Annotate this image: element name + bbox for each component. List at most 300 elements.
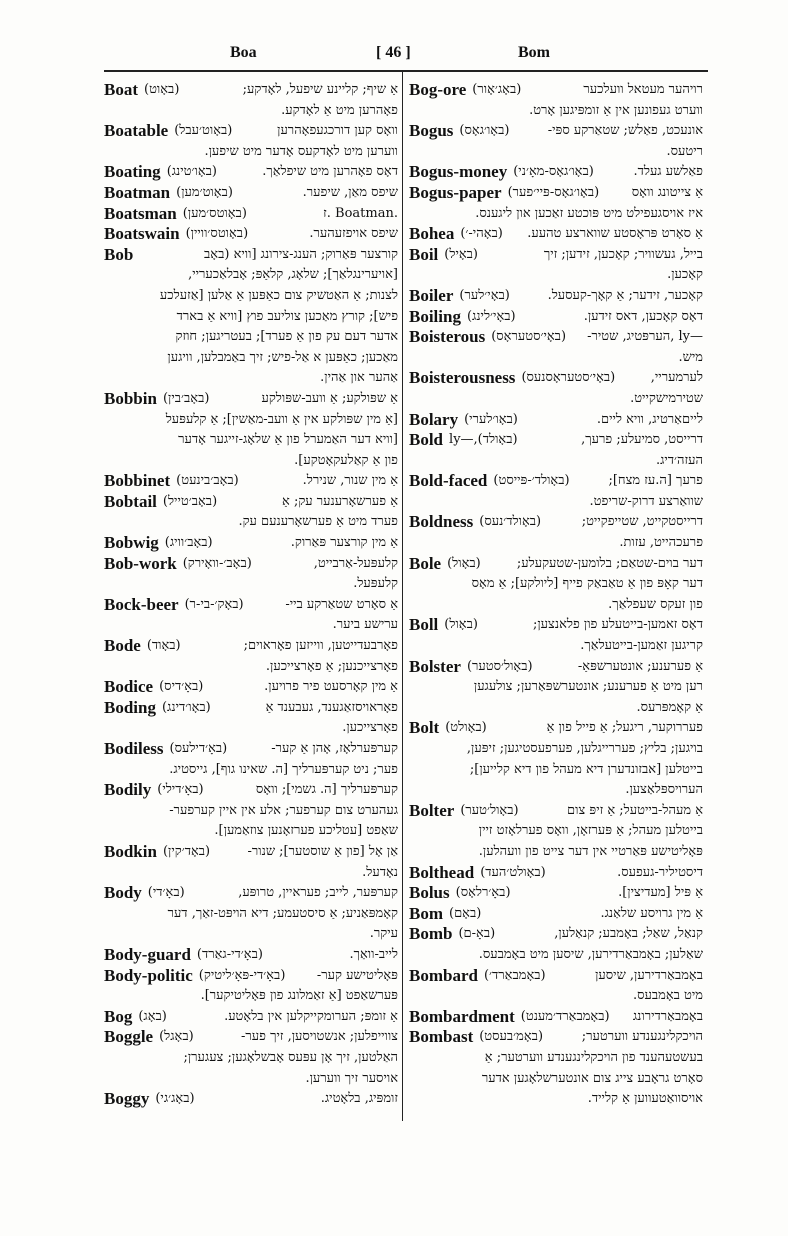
entry-first-line <box>104 245 398 266</box>
definition-text: פאַלשע געלד. <box>633 164 703 180</box>
definition-continuation: נאָדעל. <box>362 864 398 880</box>
entry-first-line <box>409 883 703 904</box>
dictionary-entry <box>409 368 703 409</box>
header-rule <box>104 70 708 72</box>
dictionary-entry <box>104 945 398 966</box>
entry-first-line <box>409 615 703 636</box>
definition-continuation: ווערט געפונען אין אַ זומפּיגען אָרט. <box>529 102 703 118</box>
entry-first-line <box>409 1007 703 1028</box>
definition-continuation: ערישע ביער. <box>332 617 398 633</box>
definition-text: אַן אָל [פון אַ שוסטער]; שנור- <box>247 843 398 859</box>
headword: Bobwig <box>104 533 159 553</box>
pronunciation: (באָוד) <box>146 638 181 654</box>
definition-text: לייב-וואַך. <box>349 946 398 962</box>
pronunciation: (באָולד׳נעס) <box>479 514 542 530</box>
dictionary-entry <box>104 224 398 245</box>
running-header <box>104 44 704 64</box>
dictionary-entry <box>409 801 703 863</box>
dictionary-entry <box>409 966 703 1007</box>
entry-first-line <box>104 162 398 183</box>
dictionary-entry <box>409 883 703 904</box>
entry-first-line <box>409 245 703 266</box>
pronunciation: (באָד׳קין) <box>162 843 211 859</box>
headword: Boggle <box>104 1027 154 1047</box>
definition-continuation: מיט באָמבעס. <box>632 988 703 1004</box>
dictionary-entry <box>104 533 398 554</box>
definition-text: קערפּערלאָז, אָהן אַ קער- <box>271 741 398 756</box>
entry-first-line <box>409 1027 703 1048</box>
entry-first-line <box>104 1007 398 1028</box>
dictionary-entry <box>104 842 398 883</box>
pronunciation: (באָג) <box>138 1008 167 1024</box>
entry-first-line <box>409 368 703 389</box>
definition-continuation: פרעכהייט, עזות. <box>619 535 703 551</box>
headword: Bom <box>409 903 443 923</box>
headword: Boat <box>104 80 138 99</box>
entry-first-line <box>104 389 398 410</box>
entry-first-line <box>409 121 703 142</box>
entry-first-line <box>409 966 703 987</box>
pronunciation: (באָו׳גאָס-פּיי׳פער) <box>507 184 600 200</box>
pronunciation: (באָ׳די-גאַרד) <box>196 946 263 962</box>
definition-text: אַ מין גרויסע שלאַנג. <box>600 905 703 921</box>
definition-text: אונעכט, פאַלש; שטאַרקע ספּי- <box>547 123 703 139</box>
pronunciation: (באָולד׳-פּייסט) <box>493 473 570 489</box>
definition-continuation: פאָרצייכען. <box>342 720 398 736</box>
definition-text: צווייפלען; אנשטויסען, זיך פער- <box>240 1029 398 1045</box>
headword: Boating <box>104 162 161 182</box>
dictionary-entry <box>104 1007 398 1028</box>
definition-text: פאָרבעדייטען, ווייזען פאָראוים; <box>243 638 398 654</box>
dictionary-entry <box>104 739 398 780</box>
definition-text: באָמבאַרדירונג <box>632 1008 703 1024</box>
definition-continuation: אַהער און אַהין. <box>320 370 398 386</box>
pronunciation: (באָו׳גאָס) <box>459 123 510 139</box>
definition-text: .Boatman .ז <box>323 205 398 221</box>
definition-text: דאָס פאָהרען מיט שיפלאַך. <box>262 164 398 180</box>
dictionary-entry <box>409 327 703 368</box>
entry-first-line <box>104 224 398 245</box>
pronunciation: (באָוט׳מען) <box>176 184 233 200</box>
entry-first-line <box>409 307 703 328</box>
headword: Bodiless <box>104 739 164 758</box>
headword: Bogus-money <box>409 162 508 182</box>
entry-first-line <box>409 410 703 431</box>
entry-first-line <box>104 883 398 904</box>
definition-text: שיפס אויפזעהער. <box>309 226 398 242</box>
definition-text: לערמעריי, <box>650 370 703 386</box>
definition-continuation: לצנות; אַ האַטשיק צום כאַפּען אַ אַלען [אַזעלכע <box>159 287 398 303</box>
definition-text: —ly ,הערפּטיג, שטיר- <box>587 329 703 345</box>
definition-text: בייל, געשוויר; קאָכען, זידען; זיך <box>543 246 703 262</box>
headword: Bock-beer <box>104 594 179 614</box>
dictionary-entry <box>104 883 398 945</box>
headword: Bombardment <box>409 1006 515 1026</box>
entry-first-line <box>409 863 703 884</box>
pronunciation: (באָולט׳העד) <box>480 864 546 880</box>
pronunciation: (באָ׳דילעס) <box>169 741 228 756</box>
entry-first-line <box>104 183 398 204</box>
definition-continuation: פאָהרען מיט אַ לאָדקע. <box>281 102 398 118</box>
headword: Boatsman <box>104 203 177 223</box>
definition-continuation: אדער דעם עק פון אַ פערד]; בעטריגען; חוזק <box>175 329 398 345</box>
dictionary-entry <box>409 410 703 431</box>
definition-continuation: פערד מיט אַ פערשאָרענעם עק. <box>238 514 398 530</box>
definition-text: קורצער פּאַרוק; הענג-צירונג [וויא (באָב <box>204 246 398 262</box>
pronunciation: (באָ׳דילי) <box>157 782 204 798</box>
dictionary-entry <box>104 966 398 1007</box>
definition-text: אַ זומפּ; הערומקייקלען אין בלאָטע. <box>224 1008 398 1024</box>
entry-first-line <box>104 533 398 554</box>
headword: Body-politic <box>104 965 193 985</box>
dictionary-entry <box>104 492 398 533</box>
definition-continuation: פון אַ קאַלעקאָטקע]. <box>294 452 398 468</box>
entry-first-line <box>104 636 398 657</box>
entry-first-line <box>409 718 703 739</box>
dictionary-entry <box>104 1089 398 1110</box>
definition-continuation: בייטלען [אבזונדערן דיא מעהל פון דיא קלייען]; <box>469 761 703 777</box>
pronunciation: (באָוטס׳מען) <box>182 205 247 221</box>
entry-first-line <box>409 512 703 533</box>
headword: Boatswain <box>104 224 180 244</box>
left-column <box>104 80 398 1110</box>
definition-text: אַ פערשאָרענער עק; אַ <box>282 493 398 509</box>
definition-text: קערפּערליך [ה. גשמי]; וואָס <box>255 782 398 798</box>
headword: Bolt <box>409 718 440 738</box>
pronunciation: (באָו׳לערי) <box>464 411 518 427</box>
pronunciation: (באָג׳גי) <box>155 1091 195 1107</box>
dictionary-entry <box>104 471 398 492</box>
dictionary-entry <box>409 286 703 307</box>
dictionary-entry <box>409 863 703 884</box>
pronunciation: (באָמ׳בעסט) <box>479 1029 544 1045</box>
definition-continuation: סאָרט גראָבע צייג צום אונטערשלאָגען אדער <box>481 1070 703 1086</box>
definition-continuation: קאָמפּאַניע; אַ סיסטעמע; דיא הויפּט-זאַך, דער <box>167 905 398 921</box>
entry-first-line <box>409 162 703 183</box>
headword: Bolster <box>409 656 461 676</box>
pronunciation: (באָוט׳עבל) <box>174 123 233 139</box>
definition-continuation: פיש]; קורץ מאַכען צוליעב פוץ [וויא אַ בארד <box>176 308 398 324</box>
pronunciation: (באָם) <box>449 905 482 921</box>
dictionary-entry <box>104 183 398 204</box>
dictionary-entry <box>104 780 398 842</box>
dictionary-entry <box>409 1007 703 1028</box>
pronunciation: (באָוטס׳וויין) <box>185 226 249 242</box>
right-column <box>409 80 703 1110</box>
definition-continuation: פאָרצייכנען; אַ פאָרצייכען. <box>265 658 398 674</box>
definition-continuation: [אַ מין שפּולקע אין אַ וועב-מאַשין]; אַ קלעפּעל <box>165 411 398 427</box>
definition-text: אַ סאָרט שטאַרקע ביי- <box>285 596 398 612</box>
entry-first-line <box>409 80 703 101</box>
headword: Bolter <box>409 800 455 820</box>
headword: Boatman <box>104 182 171 202</box>
dictionary-entry <box>104 636 398 677</box>
definition-text: רויהער מעטאל וועלכער <box>583 82 703 97</box>
headword: Bode <box>104 636 141 656</box>
definition-continuation: רען מיט אַ פערענע; אונטערשפּאַרען; צולעגען <box>473 679 703 695</box>
dictionary-entry <box>409 512 703 553</box>
definition-text: דער בוים-שטאַם; בלומען-שטעקעלע; <box>516 555 703 571</box>
definition-text: אַ צייטונג וואָס <box>631 184 703 200</box>
pronunciation: (באָ׳דיס) <box>159 679 204 695</box>
pronunciation: (באָו׳טינג) <box>166 164 218 180</box>
dictionary-entry <box>409 224 703 245</box>
definition-text: דרייסטקייט, שטייפקייט; <box>581 514 703 530</box>
right-guide-word: Bom <box>518 44 550 61</box>
dictionary-entry <box>409 615 703 656</box>
definition-continuation: ווערען מיט לאָדקעס אָדער מיט שיפען. <box>204 143 398 159</box>
headword: Bog-ore <box>409 80 467 99</box>
entry-first-line <box>104 1027 398 1048</box>
headword: Body <box>104 883 142 903</box>
headword: Body-guard <box>104 944 191 964</box>
pronunciation: (באָי׳לינג) <box>466 308 516 324</box>
headword: Bolus <box>409 883 450 903</box>
headword: Bodkin <box>104 841 157 861</box>
definition-text: אַ מין שנור, שנירל. <box>302 473 398 489</box>
definition-text: דאָס קאָכען, דאס זידען. <box>583 308 703 324</box>
entry-first-line <box>104 739 398 760</box>
definition-text: וואָס קען דורכגעפאָהרען <box>277 123 398 139</box>
dictionary-entry <box>409 1027 703 1109</box>
pronunciation: (באָ׳די-פּאָ׳ליטיק) <box>198 967 286 983</box>
pronunciation: (באָג׳אָור) <box>472 82 522 97</box>
entry-first-line <box>104 80 398 101</box>
definition-text: לייםאַרטיג, וויא ליים. <box>596 411 703 427</box>
pronunciation: (באָמבאַרד׳) <box>483 967 546 983</box>
entry-first-line <box>409 554 703 575</box>
headword: Bog <box>104 1006 133 1026</box>
definition-text: קלעפּעל-אַרבייט, <box>313 555 398 571</box>
dictionary-entry <box>104 698 398 739</box>
headword: Bobtail <box>104 491 157 511</box>
pronunciation: (באָי׳סטעראָסנעס) <box>521 370 616 386</box>
pronunciation: (באָ-ם) <box>458 926 496 942</box>
definition-continuation: פון זעקס שעפלאַך. <box>608 596 703 612</box>
headword: Bomb <box>409 924 453 944</box>
entry-first-line <box>104 945 398 966</box>
definition-continuation: פער; ניט קערפּערליך [ה. שאינו גוף], גייסטיג. <box>169 761 398 777</box>
headword: Bobbinet <box>104 471 171 491</box>
headword: Bombast <box>409 1027 474 1047</box>
pronunciation: (באָול׳טער) <box>460 802 519 818</box>
entry-first-line <box>409 801 703 822</box>
pronunciation: (באָמבאַרד׳מענט) <box>520 1008 610 1024</box>
pronunciation: (באָולד),—ly <box>449 432 518 448</box>
definition-text: זומפּיג, בלאָטיג. <box>320 1091 398 1107</box>
pronunciation: (באָ׳רלאָס) <box>455 885 511 901</box>
entry-first-line <box>409 327 703 348</box>
dictionary-entry <box>104 677 398 698</box>
entry-first-line <box>409 657 703 678</box>
dictionary-entry <box>409 471 703 512</box>
definition-text: קנאַל, שאַל; באָמבע; קנאַלען, <box>554 926 703 942</box>
definition-continuation: בויגען; בליץ; פעררייגלען, פערפעסטיגען; זיפּען, <box>466 741 703 756</box>
definition-continuation: שאַלען; באָמבאַרדירען, שיסען מיט באָמבעס. <box>478 946 703 962</box>
dictionary-entry <box>104 554 398 595</box>
headword: Boil <box>409 244 439 264</box>
dictionary-entry <box>104 245 398 389</box>
headword: Bodice <box>104 677 154 697</box>
entry-first-line <box>104 842 398 863</box>
definition-continuation: [וויא דער האַמערל פון אַ שלאָג-זייגער אָדער <box>178 432 398 448</box>
headword: Bogus <box>409 121 454 141</box>
definition-text: פאָראויסזאַגענד, געבענד אַ <box>265 699 398 715</box>
headword: Bold-faced <box>409 471 488 491</box>
dictionary-entry <box>409 80 703 121</box>
dictionary-entry <box>104 162 398 183</box>
definition-continuation: אויסער זיך ווערען. <box>305 1070 398 1086</box>
definition-text: אַ מין קאָרסעט פיר פרויען. <box>264 679 398 695</box>
definition-text: דרייסט, סמיעלע; פרעך, <box>581 432 703 448</box>
definition-continuation: איז אויסגעפילט מיט פּוכטע זאַכען און ליגענס. <box>475 205 703 221</box>
entry-first-line <box>104 121 398 142</box>
headword: Bombard <box>409 965 478 985</box>
entry-first-line <box>104 780 398 801</box>
headword: Boisterousness <box>409 368 516 388</box>
headword: Boll <box>409 615 439 635</box>
pronunciation: (באָ׳די) <box>147 885 185 901</box>
entry-first-line <box>104 554 398 575</box>
definition-text: קאָכער, זידער; אַ קאָך-קעסעל. <box>547 287 703 303</box>
definition-continuation: דער קאָפּ פון אַ טאַבאַק פייף [ליולקע]; אַ מאָס <box>471 576 703 592</box>
pronunciation: (באָב׳טייל) <box>162 493 218 509</box>
definition-continuation: פּערשאַפט [אַ זאַמלונג פון פּאָליטיקער]. <box>200 988 398 1004</box>
dictionary-entry <box>104 121 398 162</box>
column-divider <box>402 71 403 1121</box>
headword: Bolary <box>409 409 459 429</box>
pronunciation: (באָק׳-בי-ר) <box>184 596 244 612</box>
definition-text: פעררוקער, ריגעל; אַ פייל פון אַ <box>546 720 703 736</box>
pronunciation: (באָי׳לער) <box>459 287 510 303</box>
headword: Bold <box>409 430 444 450</box>
entry-first-line <box>104 204 398 225</box>
dictionary-entry <box>409 307 703 328</box>
definition-text: קערפּער, לייב; פעראיין, טרופּע, <box>238 885 398 901</box>
definition-continuation: שוואַרצע דרוק-שריפט. <box>589 493 703 509</box>
headword: Bolthead <box>409 862 475 882</box>
definition-text: דאָס זאמען-בייטעלע פון פלאנצען; <box>532 617 703 633</box>
dictionary-entry <box>409 183 703 224</box>
entry-first-line <box>409 471 703 492</box>
definition-text: דיסטיליר-געפעס. <box>617 864 703 880</box>
definition-continuation: קאָכען. <box>667 267 703 283</box>
dictionary-entry <box>104 595 398 636</box>
dictionary-entry <box>409 657 703 719</box>
headword: Bob-work <box>104 553 177 573</box>
pronunciation: (באָוט) <box>144 82 180 97</box>
headword: Bobbin <box>104 388 157 408</box>
definition-continuation: קריגען זאַמען-בייטעלאַך. <box>580 638 703 654</box>
definition-text: אַ מין קורצער פּאַרוק. <box>290 535 398 551</box>
entry-first-line <box>104 595 398 616</box>
pronunciation: (באָול׳סטער) <box>466 658 533 674</box>
definition-text: אַ שיף; קליינע שיפעל, לאָדקע; <box>242 82 398 97</box>
definition-text: פּאָליטישע קער- <box>316 967 398 983</box>
definition-continuation: געהערט צום קערפער; אלע אין איין קערפער- <box>169 802 398 818</box>
definition-text: אַ מעהל-בייטעל; אַ זיפּ צום <box>567 802 703 818</box>
definition-continuation: [אויערינגלאַך]; שלאָג, קלאַפּ; אָבלאַכעריי, <box>188 267 398 283</box>
definition-continuation: האַלטען, זיך אָן עפּעס אָבשלאָגען; צעגערן; <box>183 1049 398 1065</box>
dictionary-entry <box>104 1027 398 1089</box>
dictionary-entry <box>409 924 703 965</box>
entry-first-line <box>104 471 398 492</box>
headword: Bodily <box>104 780 152 800</box>
pronunciation: (באָב׳בין) <box>162 390 210 406</box>
definition-continuation: העזה׳דיג. <box>655 452 703 468</box>
definition-text: פרעך [ה.עז מצח]; <box>608 473 703 489</box>
definition-continuation: אַ קאָמפּרעס. <box>636 699 703 715</box>
definition-continuation: אויסוואַטעווען אַ קלייד. <box>587 1091 703 1107</box>
headword: Boatable <box>104 121 169 141</box>
pronunciation: (באָולט) <box>445 720 487 736</box>
left-guide-word: Boa <box>230 44 257 61</box>
dictionary-entry <box>409 904 703 925</box>
pronunciation: (באָב׳בינעט) <box>176 473 239 489</box>
entry-first-line <box>409 924 703 945</box>
headword: Boisterous <box>409 327 486 347</box>
definition-continuation: שאַפט [עטליכע פערזאָנען צוזאַמען]. <box>214 823 398 839</box>
dictionary-entry <box>409 718 703 800</box>
entry-first-line <box>104 492 398 513</box>
dictionary-entry <box>104 80 398 121</box>
pronunciation: (באָול) <box>444 617 478 633</box>
definition-text: אַ שפּולקע; אַ וועב-שפּולקע <box>261 390 398 406</box>
entry-first-line <box>409 430 703 451</box>
dictionary-entry <box>409 430 703 471</box>
pronunciation: (באָו׳גאָס-מאָ׳ני) <box>513 164 594 180</box>
pronunciation: (באָו׳דינג) <box>161 699 211 715</box>
headword: Bogus-paper <box>409 182 502 202</box>
dictionary-entry <box>409 121 703 162</box>
dictionary-entry <box>409 245 703 286</box>
definition-text: אַ פערענע; אונטערשפּאַ- <box>577 658 703 674</box>
entry-first-line <box>409 904 703 925</box>
entry-first-line <box>104 677 398 698</box>
definition-continuation: בייטלען מעהל; אַ פּערזאָן, וואָס פערלאָזט זיין <box>478 823 703 839</box>
dictionary-entry <box>104 204 398 225</box>
definition-text: אַ סאָרט פּראָסטע שווארצע טהעע. <box>527 226 703 242</box>
definition-continuation: פּאָליטישע פּאַרטיי אין דער צייט פון וועהלען. <box>478 843 703 859</box>
definition-text: באָמבאַרדירען, שיסען <box>595 967 703 983</box>
pronunciation: (באָי׳סטעראָס) <box>491 329 567 345</box>
entry-first-line <box>104 1089 398 1110</box>
dictionary-entry <box>104 389 398 471</box>
dictionary-entry <box>409 554 703 616</box>
pronunciation: (באָיל) <box>444 246 478 262</box>
pronunciation: (באָהי-׳) <box>460 226 503 242</box>
headword: Bole <box>409 553 442 573</box>
entry-first-line <box>409 224 703 245</box>
headword: Boldness <box>409 512 474 532</box>
definition-continuation: מאַכען; כאַפּען א אַל-פיש; זיך באַמבלען, וויגען <box>167 349 398 365</box>
headword: Boiling <box>409 306 461 326</box>
headword: Boiler <box>409 285 454 305</box>
headword: Bohea <box>409 224 455 244</box>
definition-continuation: בעשטעהענד פון הויכקלינגענדע ווערטער; אַ <box>484 1049 703 1065</box>
pronunciation: (באָב׳וויג) <box>164 535 213 551</box>
dictionary-entry <box>409 162 703 183</box>
definition-continuation: עיקר. <box>369 926 398 942</box>
headword: Bob <box>104 244 134 264</box>
entry-first-line <box>104 698 398 719</box>
pronunciation: (באָב׳-וואָירק) <box>182 555 252 571</box>
definition-continuation: הערויספּלאַצען. <box>625 782 703 798</box>
definition-continuation: מיש. <box>678 349 703 365</box>
definition-text: אַ פּיל [מעדיצין]. <box>618 885 703 901</box>
headword: Boggy <box>104 1089 150 1109</box>
pronunciation: (באָגל) <box>159 1029 194 1045</box>
